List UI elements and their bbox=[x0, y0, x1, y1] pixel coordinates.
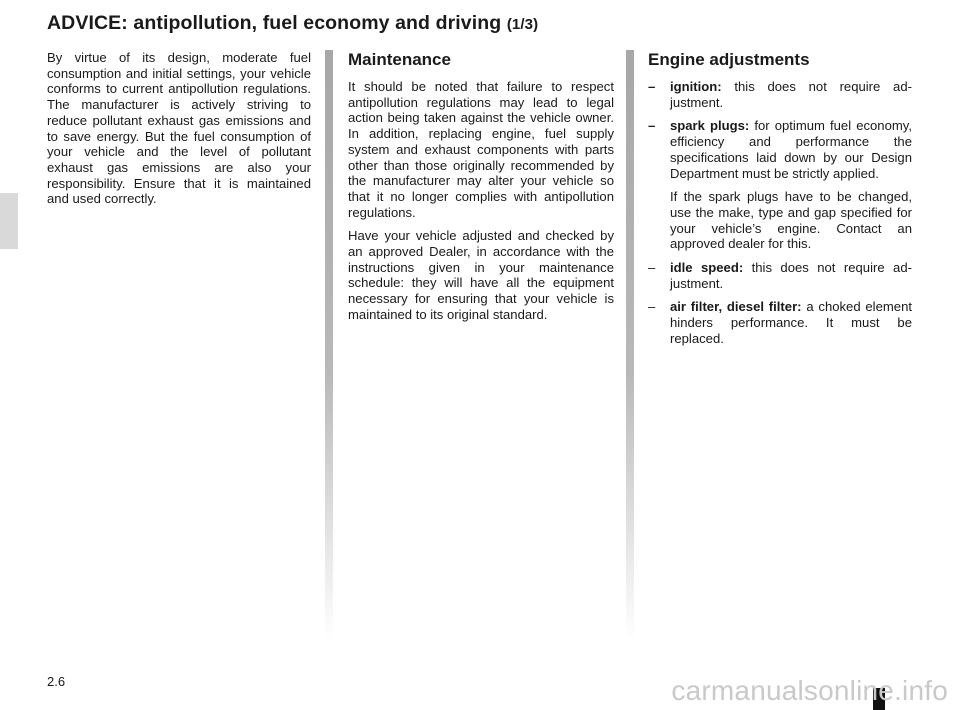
page-title-text: ADVICE: antipollution, fuel economy and driving bbox=[47, 12, 502, 34]
intro-column bbox=[47, 50, 311, 207]
item-text: this does not require adjustment. bbox=[670, 79, 912, 110]
page-title bbox=[47, 12, 538, 35]
watermark: carmanualsonline.info bbox=[671, 675, 948, 706]
page-part-indicator: (1/3) bbox=[506, 16, 539, 33]
list-item-idle-speed bbox=[648, 260, 912, 291]
item-text: this does not require adjustment. bbox=[670, 260, 912, 291]
dash-bullet: – bbox=[648, 260, 656, 276]
item-label: spark plugs: bbox=[670, 118, 750, 134]
engine-adjustments-column bbox=[648, 50, 912, 355]
intro-paragraph: By virtue of its design, moderate fuel consumption and initial settings, your vehicle conforms to current antipollution regulations. The manufacturer is actively striving to reduce pollutant exhaust gas emissions and to save energy. But the fuel consumption of your vehicle and the level of pollutant exhaust gas emissions are also your responsibility. Ensure that it is maintained and used correctly. bbox=[47, 50, 311, 207]
engine-adjustments-list bbox=[648, 79, 912, 347]
list-item-air-filter bbox=[648, 299, 912, 346]
dash-bullet: – bbox=[648, 118, 656, 134]
column-divider-2 bbox=[626, 50, 634, 640]
item-label: air filter, diesel filter: bbox=[670, 299, 802, 315]
dash-bullet: – bbox=[648, 299, 656, 315]
maintenance-column bbox=[348, 50, 614, 323]
item-extra-text: If the spark plugs have to be changed, use the make, type and gap specified for your vehicle’s engine. Contact an approved dealer for this. bbox=[670, 189, 912, 252]
page-number: 2.6 bbox=[47, 674, 66, 689]
item-label: idle speed: bbox=[670, 260, 744, 276]
section-tab-marker bbox=[0, 193, 18, 249]
maintenance-paragraph-1: It should be noted that failure to respect antipollution regulations may lead to legal action being taken against the vehicle owner. In addition, replacing engine, fuel supply system and exhaust components with parts other than those originally recommended by the manufacturer may alter your vehicle so that it no longer complies with antipollution regulations. bbox=[348, 79, 614, 220]
engine-adjustments-heading: Engine adjustments bbox=[648, 50, 810, 69]
list-item-spark-plugs bbox=[648, 118, 912, 252]
maintenance-paragraph-2: Have your vehicle adjusted and checked by an approved Dealer, in accordance with the instructions given in your maintenance schedule: they will have all the equipment necessary for ensuring that your vehicle is maintained to its original standard. bbox=[348, 228, 614, 322]
dash-bullet: – bbox=[648, 79, 656, 94]
list-item-ignition bbox=[648, 79, 912, 110]
item-text: a choked element hinders performance. It must be replaced. bbox=[670, 299, 912, 346]
item-label: ignition: bbox=[670, 79, 722, 94]
item-text: for optimum fuel economy, efficiency and performance the specifications laid down by our Design Department must be strictly applied. bbox=[670, 118, 912, 181]
column-divider-1 bbox=[325, 50, 333, 640]
maintenance-heading: Maintenance bbox=[348, 50, 451, 69]
